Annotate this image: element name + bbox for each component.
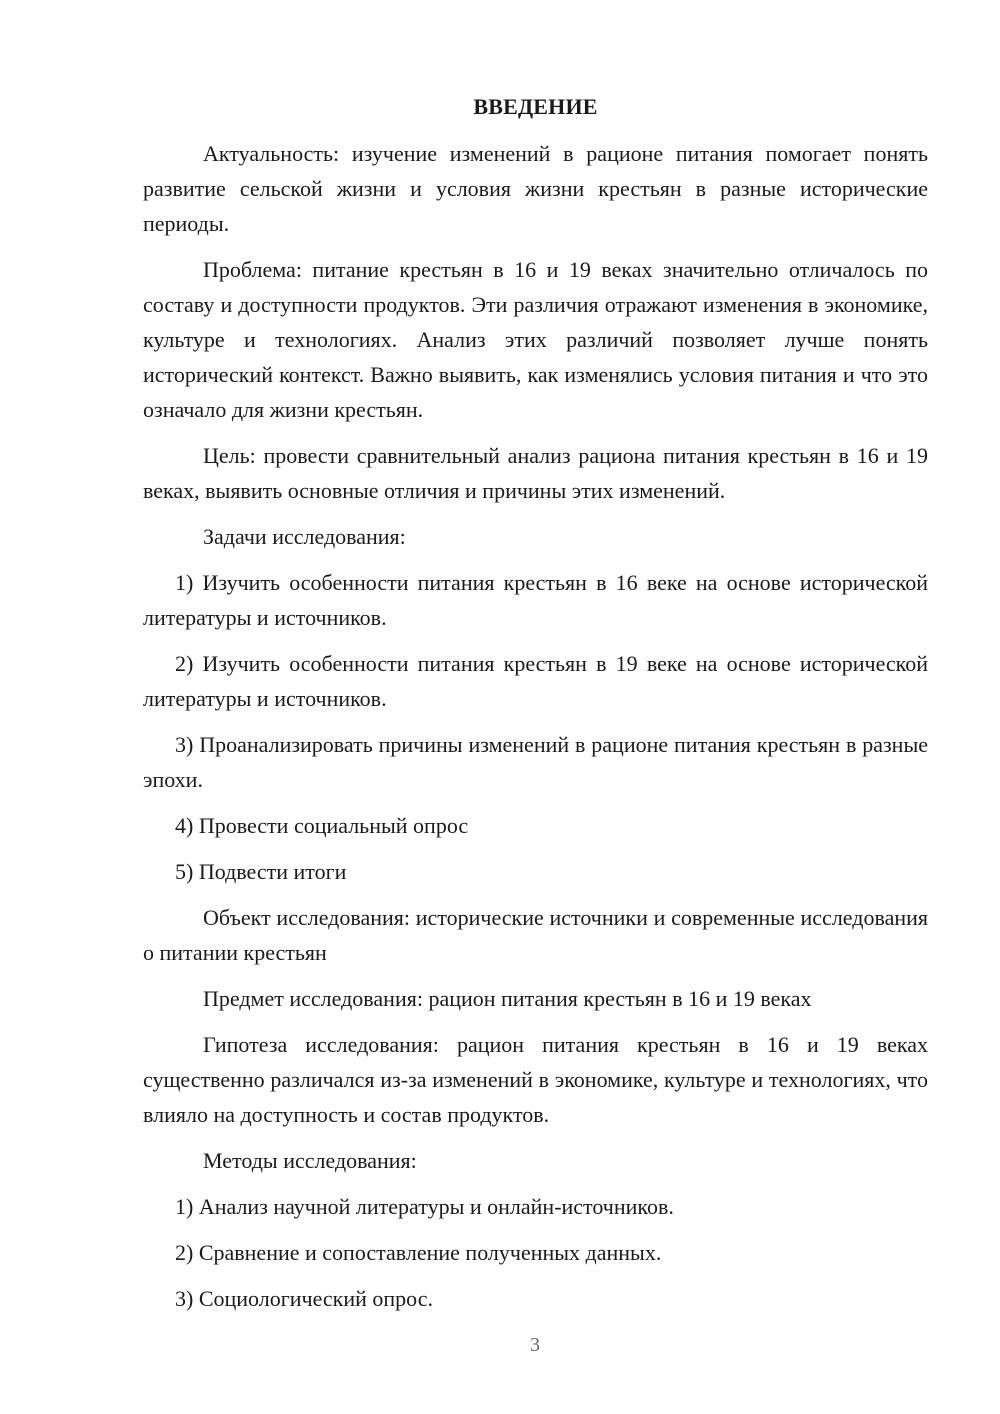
list-item: 4) Провести социальный опрос — [175, 813, 469, 838]
goal-paragraph: Цель: провести сравнительный анализ рациона питания крестьян в 16 и 19 веках, выявить основные отличия и причины этих изменений. — [143, 443, 928, 503]
document-page — [143, 94, 928, 1327]
page-number: 3 — [530, 1334, 540, 1356]
methods-heading: Методы исследования: — [203, 1148, 417, 1173]
problem-paragraph: Проблема: питание крестьян в 16 и 19 веках значительно отличалось по составу и доступности продуктов. Эти различия отражают изменения в экономике, культуре и технологиях. Анализ этих различий позволяет лучше понять исторический контекст. Важно выявить, как изменялись условия питания и что это означало для жизни крестьян. — [143, 257, 928, 422]
list-item: 3) Социологический опрос. — [175, 1286, 433, 1311]
subject-paragraph: Предмет исследования: рацион питания крестьян в 16 и 19 веках — [203, 986, 812, 1011]
tasks-list — [143, 565, 928, 889]
list-item: 1) Изучить особенности питания крестьян в 16 веке на основе исторической литературы и источников. — [143, 570, 928, 630]
list-item: 1) Анализ научной литературы и онлайн-источников. — [175, 1194, 674, 1219]
document-title: ВВЕДЕНИЕ — [473, 94, 598, 119]
methods-list — [143, 1189, 928, 1316]
list-item: 5) Подвести итоги — [175, 859, 347, 884]
list-item: 3) Проанализировать причины изменений в рационе питания крестьян в разные эпохи. — [143, 732, 928, 792]
relevance-paragraph: Актуальность: изучение изменений в рационе питания помогает понять развитие сельской жизни и условия жизни крестьян в разные исторические периоды. — [143, 141, 928, 236]
object-paragraph: Объект исследования: исторические источники и современные исследования о питании крестьян — [143, 905, 928, 965]
list-item: 2) Сравнение и сопоставление полученных данных. — [175, 1240, 662, 1265]
list-item: 2) Изучить особенности питания крестьян в 19 веке на основе исторической литературы и источников. — [143, 651, 928, 711]
hypothesis-paragraph: Гипотеза исследования: рацион питания крестьян в 16 и 19 веках существенно различался из-за изменений в экономике, культуре и технологиях, что влияло на доступность и состав продуктов. — [143, 1032, 928, 1127]
tasks-heading: Задачи исследования: — [203, 524, 406, 549]
